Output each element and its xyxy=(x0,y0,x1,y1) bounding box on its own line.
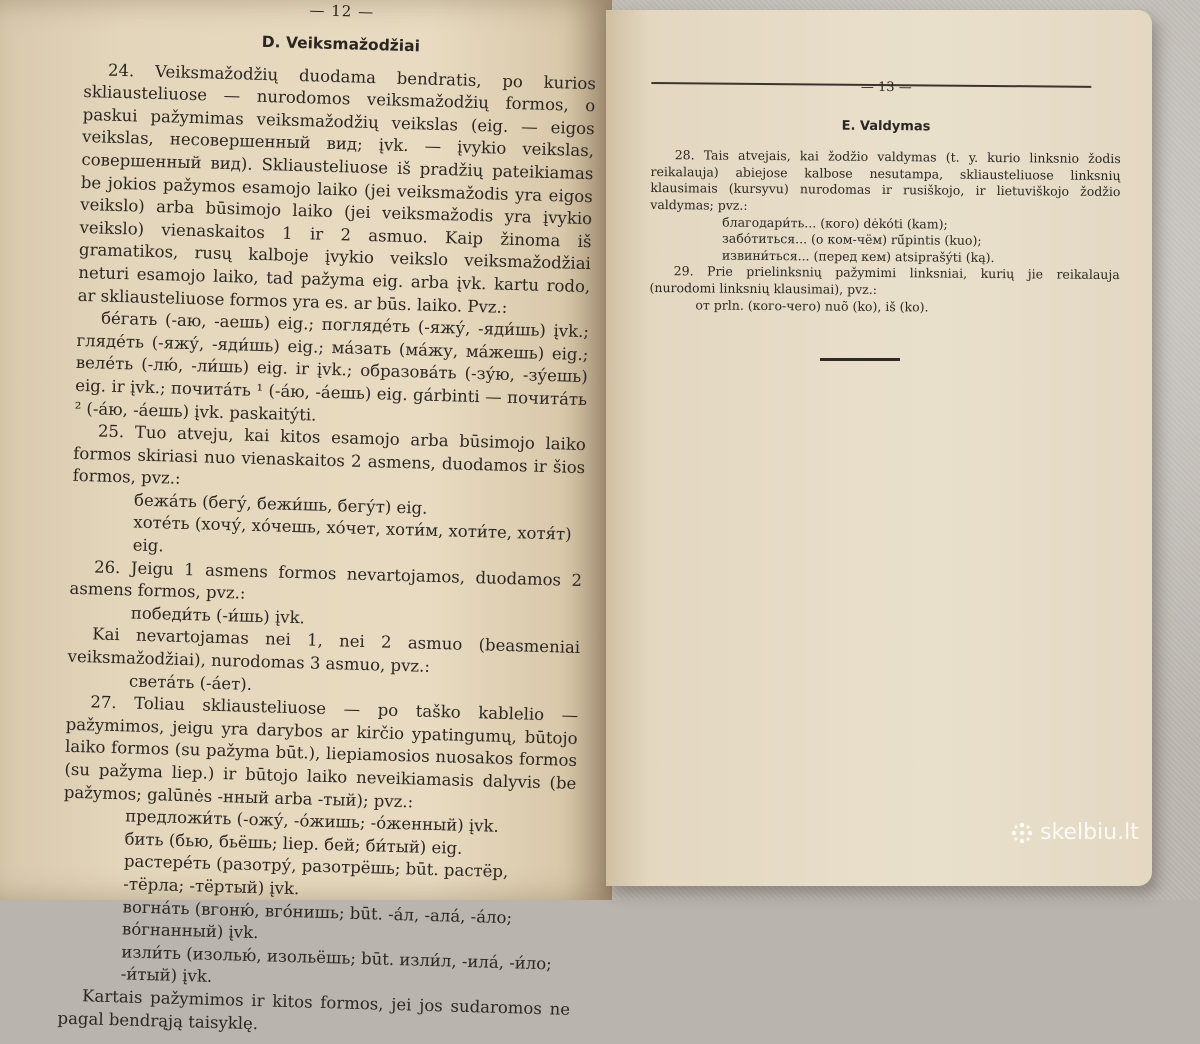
paragraph-28: 28. Tais atvejais, kai žodžio valdymas (t. y. kurio linksnio žodis reikalauja) abiejose kalbose nesutampa, skliausteliuose linksnių klausimais (kursyvu) nurodomas ir rusiškojo, ir lietuviškojo žodžio valdymas; pvz.: xyxy=(650,147,1121,213)
example-bezhat: бежа́ть (бегу́, бежи́шь, бегу́т) eig. xyxy=(133,490,428,518)
right-page xyxy=(606,10,1152,886)
skelbiu-dots-icon xyxy=(1010,821,1034,845)
example-blagodarit: благодари́ть... (кого) dėkóti (kam); xyxy=(722,214,948,232)
watermark-text: skelbiu.lt xyxy=(1040,820,1139,845)
example-zabotitsya: забо́титься... (о ком-чём) rū́pintis (kuo); xyxy=(721,230,982,249)
page-number: — 13 — xyxy=(860,79,912,96)
example-svetat: света́ть (-а́ет). xyxy=(128,671,253,694)
section-title: D. Veiksmažodžiai xyxy=(261,32,421,56)
watermark xyxy=(1010,820,1139,845)
example-ot: от prln. (кого-чего) nuõ (ko), iš (ko). xyxy=(695,296,929,314)
paragraph-26-note: Kai nevartojamas nei 1, nei 2 asmuo (beasmeniai veiksmažodžiai), nurodomas 3 asmuo, pvz.: xyxy=(67,624,581,676)
example-izlit: изли́ть (изолью́, изольёшь; būt. изли́л, -ила́, -и́ло; -и́тый) įvk. xyxy=(120,942,553,987)
page-number: — 12 — xyxy=(309,1,375,22)
example-bit: бить (бью, бьёшь; liep. бей; би́тый) eig. xyxy=(124,829,463,858)
paragraph-27: 27. Toliau skliausteliuose — po taško kablelio — pažymimos, jeigu yra darybos ar kirčio ypatingumų, būtojo laiko formos (su pažyma būt.), liepiamosios nuosakos formos (su pažyma liep.) ir būtojo laiko neveikiamasis dalyvis (be pažymos; galūnės -нный arba -тый); pvz.: xyxy=(63,692,579,812)
example-khotet: хоте́ть (хочу́, хо́чешь, хо́чет, хоти́м, хоти́те, хотя́т) eig. xyxy=(132,513,572,556)
example-izvinitsya: извини́ться... (перед кем) atsiprašýti (ką). xyxy=(721,247,995,265)
left-page-text xyxy=(57,0,598,1044)
paragraph-27-note: Kartais pažymimos ir kitos formos, jei jos sudaromos ne pagal bendrąją taisyklę. xyxy=(57,986,571,1033)
example-pobedit: победи́ть (-и́шь) įvk. xyxy=(130,603,306,628)
example-rasteret: растере́ть (разотру́, разотрёшь; būt. растёр, -тёрла; -тёртый) įvk. xyxy=(123,851,509,899)
section-title: E. Valdymas xyxy=(841,118,931,135)
paragraph-26: 26. Jeigu 1 asmens formos nevartojamos, duodamos 2 asmens formos, pvz.: xyxy=(69,557,583,603)
example-predlozhit: предложи́ть (-ожу́, -о́жишь; -о́женный) įvk. xyxy=(124,806,500,837)
example-vognat: вогна́ть (вгоню́, вго́нишь; būt. -а́л, -ала́, -а́ло; во́гнанный) įvk. xyxy=(121,896,513,943)
paragraph-25: 25. Tuo atveju, kai kitos esamojo arba būsimojo laiko formos skiriasi nuo vienaskaitos 2 asmens, duodamos ir šios formos, pvz.: xyxy=(72,421,587,489)
examples-24: бе́гать (-аю, -аешь) eig.; погляде́ть (-яжу́, -яди́шь) įvk.; гляде́ть (-яжу́, -яди́шь) eig.; ма́зать (ма́жу, ма́жешь) eig.; веле́ть (-лю́, -ли́шь) eig. ir įvk.; образова́ть (-зу́ю, -зу́ешь) eig. ir įvk.; почита́ть ¹ (-а́ю, -а́ешь) eig. gárbinti — почита́ть ² (-а́ю, -а́ешь) įvk. paskaitýti. xyxy=(74,308,590,425)
end-dash-divider xyxy=(820,358,900,361)
paragraph-24: 24. Veiksmažodžių duodama bendratis, po kurios skliausteliuose — nurodomos veiksmažodžių formos, o paskui pažymimas veiksmažodžių veikslas (eig. — eigos veikslas, несовершенный вид; įvk. — įvykio veikslas, совершенный вид). Skliausteliuose iš pradžių pateikiamas be jokios pažymos esamojo laiko (jei veiksmažodis yra eigos veikslo) arba būsimojo laiko (jei veiksmažodis yra įvykio veikslo) vienaskaitos 1 ir 2 asmuo. Kaip žinoma iš gramatikos, rusų kalboje įvykio veikslo veiksmažodžiai neturi esamojo laiko, tad pažyma eig. arba įvk. kartu rodo, ar skliausteliuose formos yra es. ar būs. laiko. Pvz.: xyxy=(77,60,597,317)
paragraph-29: 29. Prie prielinksnių pažymimi linksniai, kurių jie reikalauja (nurodomi linksnių klausimai), pvz.: xyxy=(649,263,1120,297)
right-page-text xyxy=(649,10,1122,317)
